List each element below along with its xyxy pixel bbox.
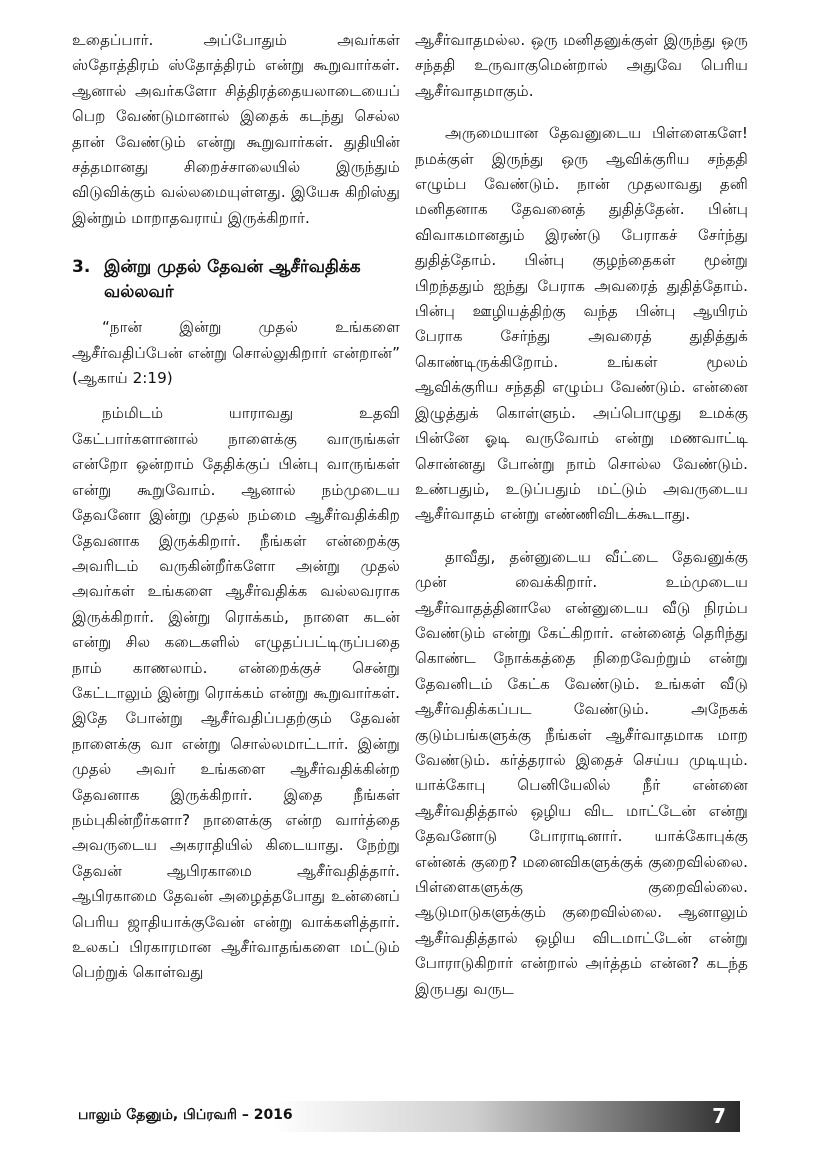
scripture-quote: “நான் இன்று முதல் உங்களை ஆசீர்வதிப்பேன் என்று சொல்லுகிறார் என்றான்” (ஆகாய் 2:19)	[72, 318, 400, 388]
body-paragraph: நம்மிடம் யாராவது உதவி கேட்பார்களானால் நாளைக்கு வாருங்கள் என்றோ ஒன்றாம் தேதிக்குப் பின்பு வாருங்கள் என்று கூறுவோம். ஆனால் நம்முடைய தேவனோ இன்று முதல் நம்மை ஆசீர்வதிக்கிற தேவனாக இருக்கிறார். நீங்கள் என்றைக்கு அவரிடம் வருகின்றீர்களோ அன்று முதல் அவர்கள் உங்களை ஆசீர்வதிக்க வல்லவராக இருக்கிறார். இன்று ரொக்கம், நாளை கடன் என்று சில கடைகளில் எழுதப்பட்டிருப்பதை நாம் காணலாம். என்றைக்குச் சென்று கேட்டாலும் இன்று ரொக்கம் என்று கூறுவார்கள். இதே போன்று ஆசீர்வதிப்பதற்கும் தேவன் நாளைக்கு வா என்று சொல்லமாட்டார். இன்று முதல் அவர் உங்களை ஆசீர்வதிக்கின்ற தேவனாக இருக்கிறார். இதை நீங்கள் நம்புகின்றீர்களா? நாளைக்கு என்ற வார்த்தை அவருடைய அகராதியில் கிடையாது. நேற்று தேவன் ஆபிரகாமை ஆசீர்வதித்தார். ஆபிரகாமை தேவன் அழைத்தபோது உன்னைப் பெரிய ஜாதியாக்குவேன் என்று வாக்களித்தார். உலகப் பிரகாரமான ஆசீர்வாதங்களை மட்டும் பெற்றுக் கொள்வது	[72, 404, 400, 982]
right-column	[415, 28, 748, 1002]
continued-paragraph: ஆசீர்வாதமல்ல. ஒரு மனிதனுக்குள் இருந்து ஒரு சந்ததி உருவாகுமென்றால் அதுவே பெரிய ஆசீர்வாதமாகும்.	[415, 31, 748, 100]
page-number: 7	[712, 1104, 726, 1128]
section-heading	[72, 255, 400, 305]
section-title: இன்று முதல் தேவன் ஆசீர்வதிக்க வல்லவர்	[104, 257, 361, 303]
david-jacob-paragraph: தாவீது, தன்னுடைய வீட்டை தேவனுக்கு முன் வைக்கிறார். உம்முடைய ஆசீர்வாதத்தினாலே என்னுடைய வீடு நிரம்ப வேண்டும் என்று கேட்கிறார். என்னைத் தெரிந்து கொண்ட நோக்கத்தை நிறைவேற்றும் என்று தேவனிடம் கேட்க வேண்டும். உங்கள் வீடு ஆசீர்வதிக்கப்பட வேண்டும். அநேகக் குடும்பங்களுக்கு நீங்கள் ஆசீர்வாதமாக மாற வேண்டும். கர்த்தரால் இதைச் செய்ய முடியும். யாக்கோபு பெனியேலில் நீர் என்னை ஆசீர்வதித்தால் ஒழிய விட மாட்டேன் என்று தேவனோடு போராடினார். யாக்கோபுக்கு என்னக் குறை? மனைவிகளுக்குக் குறைவில்லை. பிள்ளைகளுக்கு குறைவில்லை. ஆடுமாடுகளுக்கும் குறைவில்லை. ஆனாலும் ஆசீர்வதித்தால் ஒழிய விடமாட்டேன் என்று போராடுகிறார் என்றால் அர்த்தம் என்ன? கடந்த இருபது வருட	[415, 547, 748, 998]
page-footer	[72, 1101, 740, 1132]
intro-paragraph: உதைப்பார். அப்போதும் அவர்கள் ஸ்தோத்திரம் ஸ்தோத்திரம் என்று கூறுவார்கள். ஆனால் அவர்களோ சித்திரத்தையலாடையைப் பெற வேண்டுமானால் இதைக் கடந்து செல்ல தான் வேண்டும் என்று கூறுவார்கள். துதியின் சத்தமானது சிறைச்சாலையில் இருந்தும் விடுவிக்கும் வல்லமையுள்ளது. இயேசு கிறிஸ்து இன்றும் மாறாதவராய் இருக்கிறார்.	[72, 31, 400, 227]
publication-title: பாலும் தேனும், பிப்ரவரி – 2016	[78, 1107, 293, 1123]
spiritual-generation-paragraph: அருமையான தேவனுடைய பிள்ளைகளே! நமக்குள் இருந்து ஒரு ஆவிக்குரிய சந்ததி எழும்ப வேண்டும். நான் முதலாவது தனி மனிதனாக தேவனைத் துதித்தேன். பின்பு விவாகமானதும் இரண்டு பேராகச் சேர்ந்து துதித்தோம். பின்பு குழந்தைகள் மூன்று பிறந்ததும் ஐந்து பேராக அவரைத் துதித்தோம். பின்பு ஊழியத்திற்கு வந்த பின்பு ஆயிரம் பேராக சேர்ந்து அவரைத் துதித்துக் கொண்டிருக்கிறோம். உங்கள் மூலம் ஆவிக்குரிய சந்ததி எழும்ப வேண்டும். என்னை இழுத்துக் கொள்ளும். அப்பொழுது உமக்கு பின்னே ஓடி வருவோம் என்று மணவாட்டி சொன்னது போன்று நாம் சொல்ல வேண்டும். உண்பதும், உடுப்பதும் மட்டும் அவருடைய ஆசீர்வாதம் என்று எண்ணிவிடக்கூடாது.	[415, 124, 748, 524]
section-number: 3.	[72, 257, 91, 278]
left-column	[72, 28, 400, 986]
